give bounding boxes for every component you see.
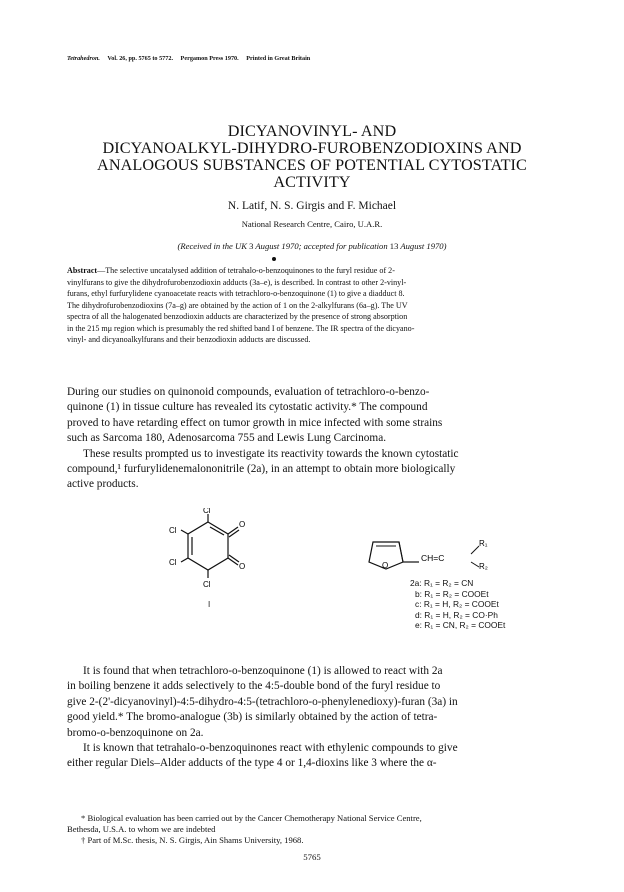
received-prefix: (Received in the UK — [177, 241, 247, 251]
body-line: active products. — [67, 478, 139, 491]
footnote: Bethesda, U.S.A. to whom we are indebted — [67, 824, 216, 835]
atom-label: Cl — [203, 580, 211, 589]
received-day: 3 — [249, 241, 254, 251]
atom-label: O — [239, 520, 246, 529]
abstract-label: Abstract — [67, 266, 98, 275]
r2-label: R₂ — [479, 562, 488, 570]
abstract-line: The dihydrofurobenzodioxins (7a–g) are obtained by the action of 1 on the 2-alkylfurans (6a–g). The UV — [67, 300, 408, 310]
atom-label: Cl — [169, 558, 177, 567]
variant-item: e: R₁ = CN, R₂ = COOEt — [415, 620, 506, 630]
abstract-line: vinyl- and dicyanoalkylfurans and their benzodioxin adducts are discussed. — [67, 335, 311, 344]
abstract-line — [67, 265, 571, 277]
body-line: It is known that tetrahalo-o-benzoquinones react with ethylenic compounds to give — [83, 742, 458, 755]
journal-name: Tetrahedron. — [67, 55, 100, 62]
body-line: in boiling benzene it adds selectively to the 4:5-double bond of the furyl residue to — [67, 680, 441, 693]
variant-item: b: R₁ = R₂ = COOEt — [415, 588, 489, 599]
title-line: DICYANOALKYL-DIHYDRO-FUROBENZODIOXINS AND — [102, 139, 522, 157]
footnotes — [67, 813, 571, 847]
atom-label: Cl — [169, 526, 177, 535]
footnote: * Biological evaluation has been carried out by the Cancer Chemotherapy National Service Centre, — [81, 813, 422, 823]
page-number: 5765 — [303, 852, 321, 862]
paragraph-intro — [67, 385, 573, 493]
body-line: either regular Diels–Alder adducts of the type 4 or 1,4-dioxins like 3 where the α- — [67, 757, 437, 770]
paper-title — [60, 123, 564, 191]
accepted-day: 13 — [389, 241, 399, 251]
authors: N. Latif, N. S. Girgis and F. Michael — [227, 200, 397, 212]
abstract-line: spectra of all the halogenated benzodioxin adducts are characterized by the presence of strong absorption — [67, 312, 408, 321]
abstract — [67, 265, 571, 346]
substituent-list — [410, 578, 505, 631]
received-line — [0, 241, 624, 251]
abstract-line: vinylfurans to give the dihydrofurobenzodioxin adducts (3a–e), is described. In contrast to other 2-vinyl- — [67, 277, 407, 287]
affiliation: National Research Centre, Cairo, U.A.R. — [241, 219, 383, 229]
body-line: During our studies on quinonoid compounds, evaluation of tetrachloro-o-benzo- — [67, 386, 430, 398]
printed-in: Printed in Great Britain — [246, 55, 311, 62]
received-rest: August 1970; accepted for publication — [255, 241, 388, 251]
atom-label: Cl — [203, 508, 211, 515]
abstract-line: in the 215 mμ region which is presumably the red shifted band I of benzene. The IR spectra of the dicyano- — [67, 323, 415, 333]
title-line: ANALOGOUS SUBSTANCES OF POTENTIAL CYTOSTATIC — [97, 156, 527, 174]
title-line: ACTIVITY — [273, 173, 351, 191]
title-line: DICYANOVINYL- AND — [227, 122, 397, 140]
r1-label: R₁ — [479, 539, 488, 548]
vinyl-chain-label: CH=C — [421, 553, 445, 563]
footnote: † Part of M.Sc. thesis, N. S. Girgis, Ain Shams University, 1968. — [81, 835, 304, 846]
received-suffix: August 1970) — [400, 241, 447, 251]
body-line: These results prompted us to investigate its reactivity towards the known cytostatic — [83, 447, 459, 460]
structure-tetrachloro-benzoquinone — [168, 508, 268, 594]
variant-item: c: R₁ = H, R₂ = COOEt — [415, 599, 499, 609]
body-line: It is found that when tetrachloro-o-benzoquinone (1) is allowed to react with 2a — [83, 665, 443, 677]
body-line: quinone (1) in tissue culture has revealed its cytostatic activity.* The compound — [67, 401, 428, 414]
body-line: give 2-(2'-dicyanovinyl)-4:5-dihydro-4:5-(tetrachloro-o-phenylenedioxy)-furan (3a) in — [67, 695, 458, 708]
journal-volume: Vol. 26, pp. 5765 to 5772. — [107, 55, 173, 62]
publisher: Pergamon Press 1970. — [180, 55, 239, 62]
compound-label-I: I — [208, 600, 211, 609]
paragraph-results — [67, 664, 573, 772]
variant-item: d: R₁ = H, R₂ = CO·Ph — [415, 609, 498, 620]
body-line: bromo-o-benzoquinone on 2a. — [67, 726, 204, 739]
ring-oxygen-label: O — [382, 561, 389, 570]
body-line: proved to have retarding effect on tumor growth in mice infected with some strains — [67, 416, 443, 429]
variant-item: 2a: R₁ = R₂ = CN — [410, 578, 474, 588]
abstract-line: furans, ethyl furfurylidene cyanoacetate reacts with tetrachloro-o-benzoquinone (1) to give a diadduct 8. — [67, 289, 405, 298]
structure-vinylfuran — [367, 536, 507, 570]
ink-dot — [272, 257, 276, 261]
body-line: such as Sarcoma 180, Adenosarcoma 755 and Lewis Lung Carcinoma. — [67, 432, 387, 445]
body-line: compound,¹ furfurylidenemalononitrile (2a), in an attempt to obtain more biologically — [67, 463, 456, 476]
atom-label: O — [239, 562, 246, 571]
abstract-text: —The selective uncatalysed addition of tetrahalo-o-benzoquinones to the furyl residue of 2- — [97, 266, 395, 275]
journal-citation — [67, 55, 316, 62]
body-line: good yield.* The bromo-analogue (3b) is similarly obtained by the action of tetra- — [67, 711, 438, 724]
